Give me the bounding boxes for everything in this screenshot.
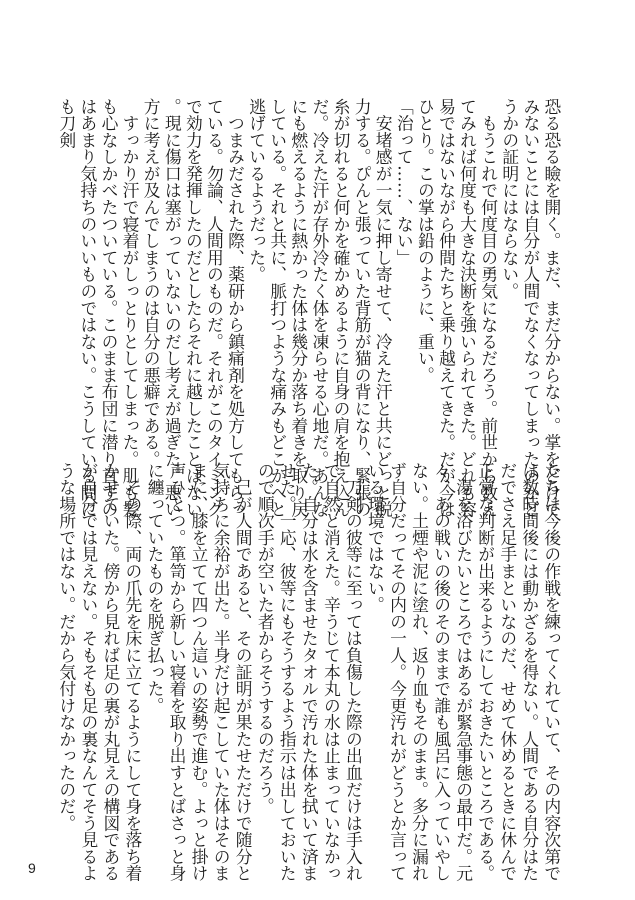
text-column: 力する。ぴんと張っていた背筋が猫の背になり、緊張の bbox=[352, 98, 373, 518]
text-column: 逃げているようだった。 bbox=[246, 98, 267, 283]
text-column: 恐る恐る瞼を開く。まだ、まだ分からない。掌をどけて bbox=[541, 98, 562, 518]
text-column: 己が人間であると、その証明が果たせただけで随分と bbox=[233, 462, 254, 882]
text-column: 正常な判断が出来るようにしておきたいところである。 bbox=[475, 462, 496, 882]
text-column: にも燃えるように熱かった体は幾分か落ち着きを取り戻 bbox=[288, 98, 309, 518]
text-column: もうこれで何度目の勇気になるだろう。前世から数え bbox=[478, 98, 499, 518]
text-column: 刀剣の彼等に至っては負傷した際の出血だけは手入れ bbox=[343, 462, 364, 882]
text-column: している。それと共に、脈打つような痛みもどこかへと bbox=[267, 98, 288, 518]
text-column: で効力を発揮したのだとしたらそれに越したことはない bbox=[183, 98, 204, 518]
text-column: その際、両の爪先を床に立てるようにして身を落ち着 bbox=[122, 462, 143, 882]
text-column: うな場所ではない。だから気付けなかったのだ。 bbox=[56, 462, 77, 832]
text-column: だでさえ足手まといなのだ、せめて休めるときに休んで bbox=[497, 462, 518, 882]
text-column: かせていた。傍から見れば足の裏が丸見えの構図である bbox=[100, 462, 121, 882]
text-column: せた。一応、彼等にもそうするよう指示は出しておいた bbox=[277, 462, 298, 882]
text-column: 糸が切れると何かを確かめるように自身の肩を抱え込ん bbox=[331, 98, 352, 518]
text-column: てみれば何度も大きな決断を強いられてきた。どれも容 bbox=[457, 98, 478, 518]
text-column: も刀剣 bbox=[56, 98, 77, 149]
page-number: 9 bbox=[28, 860, 36, 876]
text-column: は数時間後には動かざるを得ない。人間である自分はた bbox=[519, 462, 540, 882]
text-column: みないことには自分が人間でなくなってしまったのかど bbox=[520, 98, 541, 518]
text-column: ず自分だってその内の一人。今更汚れがどうとか言って bbox=[387, 462, 408, 882]
text-column: 湯を浴びたいところではあるが緊急事態の最中だ。元 bbox=[453, 462, 474, 882]
text-block-upper bbox=[56, 98, 562, 518]
text-block-lower bbox=[56, 462, 562, 882]
text-column: 々、あの戦いの後のそのままで誰も風呂に入っていやし bbox=[431, 462, 452, 882]
text-column: 。現に傷口は塞がっていないのだし考えが過ぎた。悪い bbox=[162, 98, 183, 518]
text-column: 易ではないながら仲間たちと乗り越えてきた。だが今は bbox=[436, 98, 457, 518]
text-column: 安堵感が一気に押し寄せて、冷えた汗と共にどっと脱 bbox=[373, 98, 394, 518]
text-column: ない。土煙や泥に塗れ、返り血もそのまま。多分に漏れ bbox=[409, 462, 430, 882]
text-column: うかの証明にはならない。 bbox=[499, 98, 520, 300]
text-column: 「治って……、ない」 bbox=[394, 98, 415, 266]
text-column: 気持ちに余裕が出た。半身だけ起こしていた体はそのま bbox=[211, 462, 232, 882]
text-column: 声ひとつ。箪笥から新しい寝着を取り出すとばさっと身 bbox=[167, 462, 188, 882]
text-column: ひとり。この掌は鉛のように、重い。 bbox=[415, 98, 436, 384]
text-column: はあまり気持ちのいいものではない。こうしている間に bbox=[77, 98, 98, 518]
text-column: 方に考えが及んでしまうのは自分の悪癖である。 bbox=[141, 98, 162, 468]
text-column: ので順次手が空いた者からそうするのだろう。 bbox=[255, 462, 276, 815]
text-column: が自分では見えない。そもそも足の裏なんてそう見るよ bbox=[78, 462, 99, 882]
text-column: ている。勿論、人間用のものだ。それがこのタイミング bbox=[204, 98, 225, 518]
text-column: た。自分は水を含ませたタオルで汚れた体を拭いて済ま bbox=[299, 462, 320, 882]
text-column: だ。冷えた汗が存外冷たく体を凍らせる心地だ。あんな bbox=[309, 98, 330, 518]
text-column: に纏っていたものを脱ぎ払った。 bbox=[144, 462, 165, 714]
text-column: も心なしかべたついている。このまま布団に潜り直すの bbox=[98, 98, 119, 518]
text-column: つまみだされた際、薬研から鎮痛剤を処方してもらっ bbox=[225, 98, 246, 518]
text-column: たちは今後の作戦を練ってくれていて、その内容次第で bbox=[541, 462, 562, 882]
text-column: まに、膝を立てて四つん這いの姿勢で進む。よっと掛け bbox=[189, 462, 210, 882]
text-column: いる環境ではない。 bbox=[365, 462, 386, 614]
text-column: すっかり汗で寝着がしっとりとしてしまった。肌も髪 bbox=[120, 98, 141, 518]
text-column: で自然と消えた。辛うじて本丸の水は止まっていなかっ bbox=[321, 462, 342, 882]
